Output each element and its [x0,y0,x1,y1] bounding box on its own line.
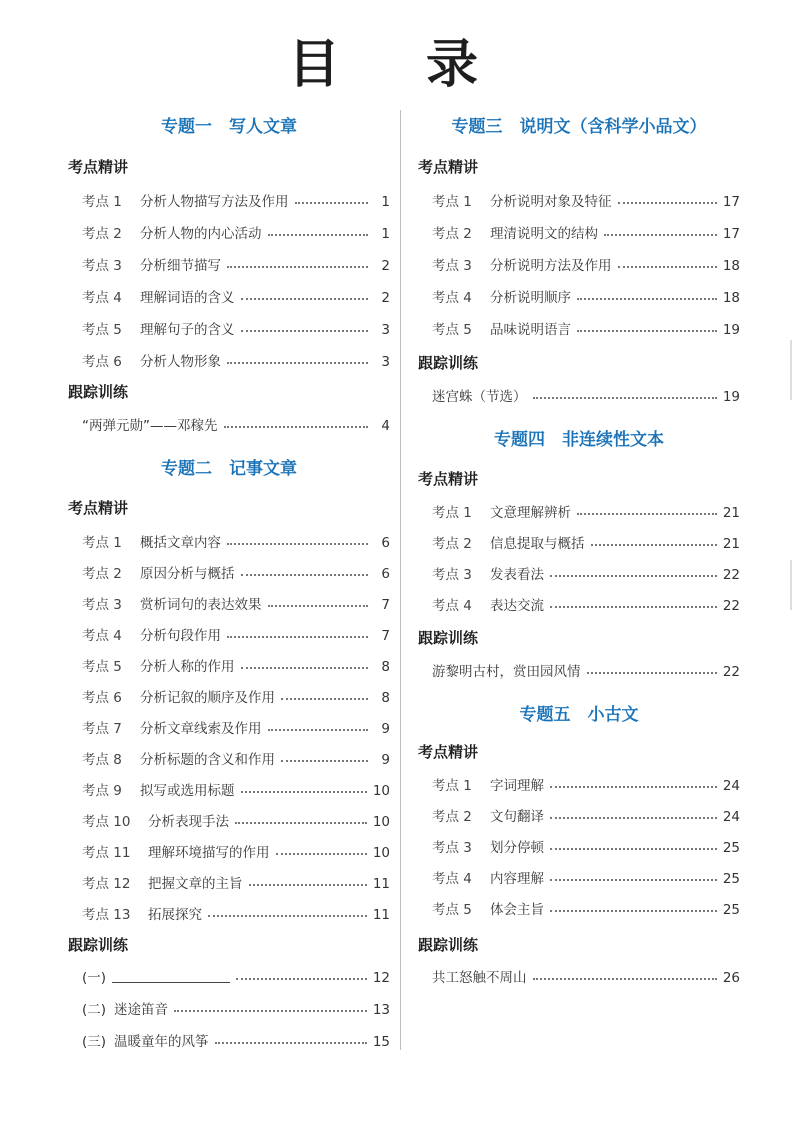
toc-entry[interactable] [82,593,390,613]
column-divider [400,110,401,1050]
entry-label: 考点 8 [82,752,122,768]
entry-text: 分析人物形象 [140,354,221,370]
leader-dots [241,790,367,793]
page-number: 17 [722,226,740,242]
leader-dots [224,425,369,428]
entry-label: 考点 1 [82,194,122,210]
leader-dots [241,329,369,332]
leader-dots [268,604,369,607]
entry-text: 字词理解 [490,778,544,794]
leader-dots [268,728,369,731]
page-number: 9 [381,752,390,768]
entry-label: 考点 4 [82,290,122,306]
entry-label: 考点 4 [82,628,122,644]
section-heading: 考点精讲 [68,499,129,517]
scan-edge-mark [790,560,792,610]
entry-text: 表达交流 [490,598,544,614]
page-number: 25 [722,840,740,856]
leader-dots [587,671,717,674]
entry-label: 考点 3 [82,258,122,274]
page-number: 22 [722,598,740,614]
toc-entry[interactable] [432,501,740,521]
toc-entry[interactable] [432,594,740,614]
toc-entry[interactable] [82,318,390,338]
page-number: 17 [722,194,740,210]
page-number: 25 [722,871,740,887]
toc-entry[interactable] [432,318,740,338]
toc-entry[interactable] [432,222,740,242]
leader-dots [241,573,369,576]
scan-edge-mark [790,340,792,400]
toc-entry[interactable] [82,254,390,274]
entry-text: 分析说明对象及特征 [490,194,612,210]
page-number: 21 [722,505,740,521]
entry-text: 分析文章线索及作用 [140,721,262,737]
entry-text: 理解环境描写的作用 [148,845,270,861]
section-heading: 考点精讲 [418,470,479,488]
section-heading: 跟踪训练 [68,383,129,401]
entry-label: 考点 2 [82,566,122,582]
entry-label: 考点 6 [82,354,122,370]
page-number: 21 [722,536,740,552]
leader-dots [550,847,717,850]
entry-text: 分析表现手法 [148,814,229,830]
topic-title: 专题五 小古文 [519,705,639,725]
leader-dots [577,512,717,515]
entry-text: “两弹元勋”——邓稼先 [82,418,218,434]
toc-entry[interactable] [82,286,390,306]
page-number: 19 [722,322,740,338]
toc-entry[interactable] [432,254,740,274]
entry-text: 分析人物描写方法及作用 [140,194,289,210]
leader-dots [550,605,717,608]
page-number: 4 [381,418,390,434]
entry-text: 发表看法 [490,567,544,583]
leader-dots [604,233,717,236]
page-number: 2 [381,290,390,306]
entry-label: 考点 1 [432,194,472,210]
page-number: 22 [722,664,740,680]
entry-text: 迷途笛音 [114,1002,169,1018]
leader-dots [215,1041,367,1044]
entry-text: 理解句子的含义 [140,322,235,338]
leader-dots [236,977,367,980]
page-number: 11 [372,876,390,892]
leader-dots [577,329,717,332]
entry-label: 考点 7 [82,721,122,737]
toc-entry[interactable] [432,563,740,583]
entry-label: 考点 3 [432,567,472,583]
entry-label: 考点 1 [82,535,122,551]
toc-entry[interactable] [432,805,740,825]
page-number: 6 [381,566,390,582]
page-number: 1 [381,226,390,242]
leader-dots [227,635,368,638]
entry-label: 考点 1 [432,778,472,794]
entry-text: 共工怒触不周山 [432,970,527,986]
page-number: 22 [722,567,740,583]
toc-entry[interactable] [82,903,390,923]
entry-label: 考点 3 [82,597,122,613]
toc-entry[interactable] [82,841,390,861]
toc-entry[interactable] [82,655,390,675]
entry-text: 分析句段作用 [140,628,221,644]
page-number: 13 [372,1002,390,1018]
page-number: 18 [722,290,740,306]
page-number: 18 [722,258,740,274]
section-heading: 考点精讲 [418,743,479,761]
page-number: 24 [722,809,740,825]
section-heading: 跟踪训练 [68,936,129,954]
leader-dots [241,666,369,669]
entry-label: 考点 5 [82,322,122,338]
leader-dots [550,785,717,788]
entry-text: 划分停顿 [490,840,544,856]
toc-entry[interactable] [432,836,740,856]
page-number: 19 [722,389,740,405]
toc-entry[interactable] [82,686,390,706]
entry-text: 理解词语的含义 [140,290,235,306]
entry-label: 考点 4 [432,598,472,614]
leader-dots [227,361,368,364]
toc-entry[interactable] [82,717,390,737]
leader-dots [577,297,717,300]
entry-prefix: (三) [82,1034,107,1050]
blank-line [112,970,230,983]
page-number: 6 [381,535,390,551]
entry-label: 考点 3 [432,840,472,856]
section-heading: 跟踪训练 [418,629,479,647]
toc-entry[interactable] [82,779,390,799]
entry-text: 拟写或选用标题 [140,783,235,799]
toc-entry[interactable] [82,624,390,644]
entry-label: 考点 2 [82,226,122,242]
entry-text: 分析人称的作用 [140,659,235,675]
entry-text: 把握文章的主旨 [148,876,243,892]
entry-label: 考点 4 [432,290,472,306]
page-number: 12 [372,970,390,986]
toc-entry[interactable] [82,414,390,434]
entry-text: 温暖童年的风筝 [114,1034,209,1050]
topic-title: 专题二 记事文章 [161,459,297,479]
leader-dots [618,265,717,268]
leader-dots [533,977,717,980]
page-number: 25 [722,902,740,918]
toc-entry[interactable] [82,562,390,582]
entry-label: 考点 11 [82,845,131,861]
page-number: 3 [381,354,390,370]
entry-text: 分析人物的内心活动 [140,226,262,242]
leader-dots [550,574,717,577]
entry-label: 考点 12 [82,876,131,892]
toc-entry[interactable] [82,1030,390,1050]
toc-entry[interactable] [82,872,390,892]
entry-prefix: (二) [82,1002,107,1018]
leader-dots [591,543,717,546]
leader-dots [276,852,367,855]
entry-label: 考点 13 [82,907,131,923]
entry-label: 考点 4 [432,871,472,887]
entry-text: 体会主旨 [490,902,544,918]
toc-entry[interactable] [82,748,390,768]
page-number: 10 [372,814,390,830]
toc-entry[interactable] [432,286,740,306]
leader-dots [208,914,367,917]
page-number: 8 [381,659,390,675]
leader-dots [235,821,367,824]
entry-label: 考点 3 [432,258,472,274]
leader-dots [227,265,368,268]
toc-entry[interactable] [82,190,390,210]
leader-dots [533,396,717,399]
toc-entry[interactable] [82,350,390,370]
toc-entry[interactable] [82,998,390,1018]
entry-label: 考点 2 [432,226,472,242]
section-heading: 考点精讲 [68,158,129,176]
toc-entry[interactable] [432,774,740,794]
leader-dots [550,816,717,819]
page-number: 8 [381,690,390,706]
entry-label: 考点 5 [432,902,472,918]
entry-text: 原因分析与概括 [140,566,235,582]
leader-dots [281,759,368,762]
page-number: 7 [381,628,390,644]
toc-entry[interactable] [82,810,390,830]
topic-title: 专题三 说明文（含科学小品文） [451,117,707,137]
page-number: 26 [722,970,740,986]
page-number: 1 [381,194,390,210]
entry-label: 考点 2 [432,536,472,552]
toc-entry[interactable] [432,190,740,210]
entry-label: 考点 5 [432,322,472,338]
entry-text: 文句翻译 [490,809,544,825]
leader-dots [174,1009,367,1012]
entry-prefix: (一) [82,970,107,986]
toc-entry[interactable] [432,966,740,986]
entry-text: 分析说明方法及作用 [490,258,612,274]
section-heading: 跟踪训练 [418,354,479,372]
page-number: 3 [381,322,390,338]
toc-entry[interactable] [82,222,390,242]
topic-title: 专题一 写人文章 [161,117,297,137]
page-number: 24 [722,778,740,794]
leader-dots [550,878,717,881]
section-heading: 跟踪训练 [418,936,479,954]
entry-text: 文意理解辨析 [490,505,571,521]
leader-dots [550,909,717,912]
page-number: 2 [381,258,390,274]
entry-text: 理清说明文的结构 [490,226,598,242]
entry-text: 概括文章内容 [140,535,221,551]
leader-dots [295,201,369,204]
toc-entry[interactable] [82,966,390,986]
entry-text: 信息提取与概括 [490,536,585,552]
topic-title: 专题四 非连续性文本 [494,430,664,450]
leader-dots [227,542,368,545]
entry-text: 游黎明古村，赏田园风情 [432,664,581,680]
toc-entry[interactable] [82,531,390,551]
entry-text: 拓展探究 [148,907,202,923]
entry-text: 内容理解 [490,871,544,887]
page-number: 10 [372,845,390,861]
entry-label: 考点 2 [432,809,472,825]
entry-text: 迷宫蛛（节选） [432,389,527,405]
toc-entry[interactable] [432,385,740,405]
leader-dots [618,201,717,204]
page-title: 目 录 [287,35,513,95]
entry-text: 分析细节描写 [140,258,221,274]
entry-label: 考点 1 [432,505,472,521]
toc-entry[interactable] [432,898,740,918]
page-number: 15 [372,1034,390,1050]
leader-dots [249,883,367,886]
page-number: 7 [381,597,390,613]
entry-text: 品味说明语言 [490,322,571,338]
leader-dots [281,697,368,700]
entry-label: 考点 9 [82,783,122,799]
entry-text: 分析记叙的顺序及作用 [140,690,275,706]
entry-label: 考点 6 [82,690,122,706]
toc-entry[interactable] [432,660,740,680]
toc-entry[interactable] [432,867,740,887]
page-number: 9 [381,721,390,737]
entry-text: 分析标题的含义和作用 [140,752,275,768]
entry-text: 分析说明顺序 [490,290,571,306]
section-heading: 考点精讲 [418,158,479,176]
entry-label: 考点 10 [82,814,131,830]
entry-text: 赏析词句的表达效果 [140,597,262,613]
entry-label: 考点 5 [82,659,122,675]
page-number: 10 [372,783,390,799]
toc-entry[interactable] [432,532,740,552]
leader-dots [268,233,369,236]
leader-dots [241,297,369,300]
page-number: 11 [372,907,390,923]
